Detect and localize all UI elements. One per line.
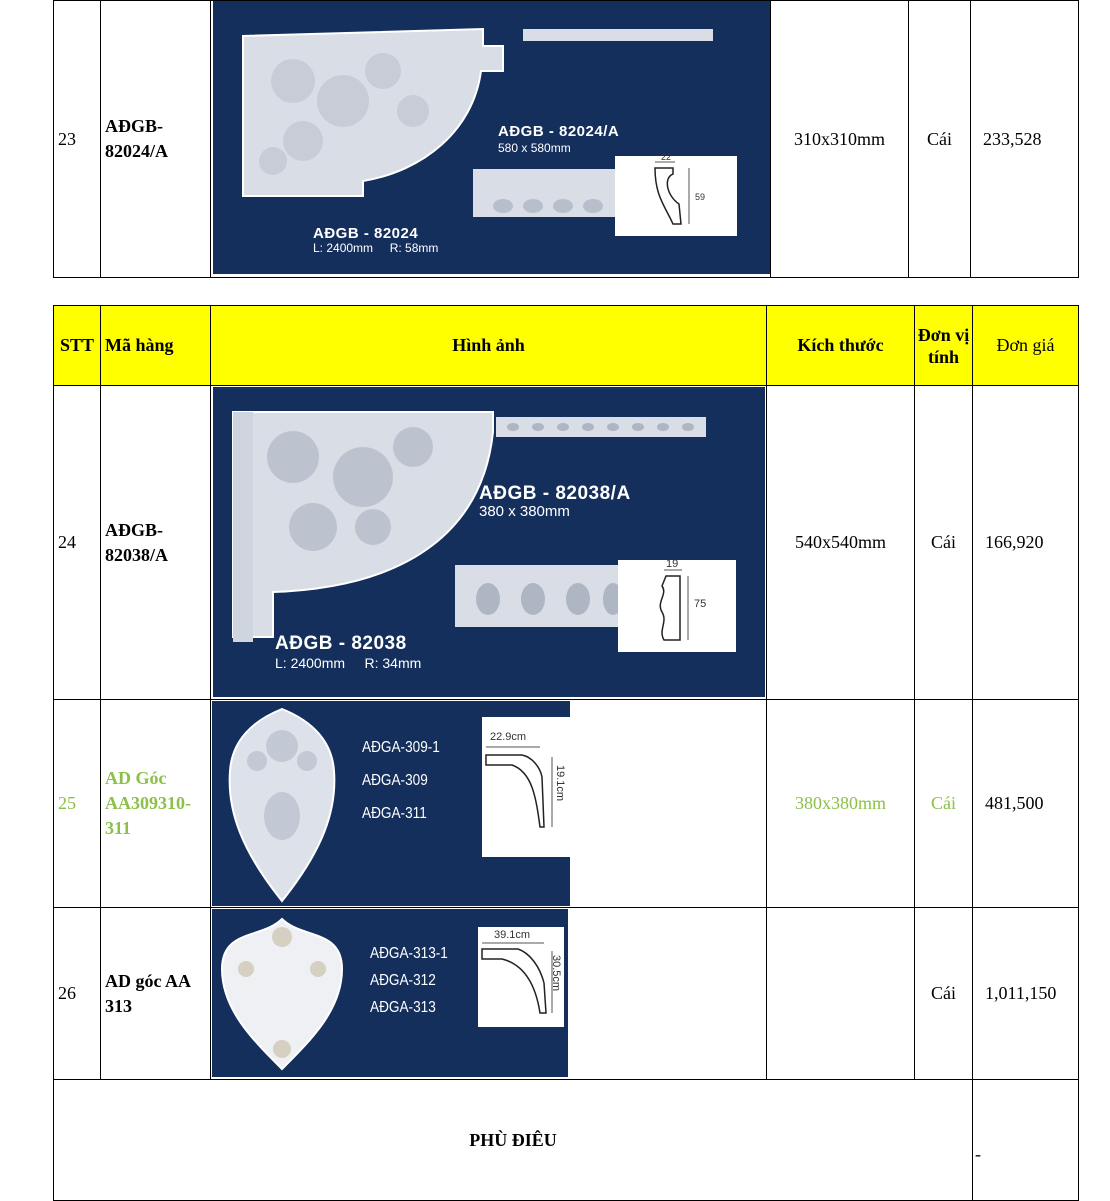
header-unit: Đơn vị tính	[915, 306, 973, 386]
product-code-1: AĐGA-309-1	[362, 739, 440, 756]
profile-height: 75	[694, 598, 707, 610]
table-row	[54, 1, 1079, 278]
product-label-a: AĐGB - 82038/A	[479, 483, 631, 504]
row-price: 481,500	[973, 700, 1079, 908]
table-row	[54, 386, 1079, 700]
product-dims-a: 580 x 580mm	[498, 141, 571, 155]
table-row	[54, 700, 1079, 908]
row-unit: Cái	[915, 908, 973, 1080]
row-size: 380x380mm	[767, 700, 915, 908]
row-unit: Cái	[909, 1, 971, 278]
product-image-cell	[211, 908, 767, 1080]
profile-width: 39.1cm	[494, 929, 531, 941]
profile-width: 22.9cm	[490, 731, 527, 743]
profile-shape-icon	[618, 560, 736, 652]
ornament-illustration	[212, 701, 352, 906]
profile-drawing	[615, 152, 737, 236]
row-size	[767, 908, 915, 1080]
product-label-a: AĐGB - 82024/A	[498, 123, 620, 140]
header-size: Kích thước	[767, 306, 915, 386]
product-code-3: AĐGA-313	[370, 999, 436, 1016]
section-dash: -	[973, 1080, 1079, 1201]
profile-drawing	[482, 717, 570, 857]
product-dims-a: 380 x 380mm	[479, 503, 570, 520]
product-label-b: AĐGB - 82038	[275, 633, 407, 654]
product-image-cell	[211, 1, 771, 278]
row-size: 310x310mm	[771, 1, 909, 278]
product-spec-b: L: 2400mm R: 34mm	[275, 655, 422, 671]
row-code: AD Góc AA309310-311	[101, 700, 211, 908]
product-code-1: AĐGA-313-1	[370, 945, 448, 962]
section-row	[54, 1080, 1079, 1201]
row-size: 540x540mm	[767, 386, 915, 700]
header-stt: STT	[54, 306, 101, 386]
profile-height: 19.1cm	[554, 765, 566, 802]
row-unit: Cái	[915, 700, 973, 908]
product-code-3: AĐGA-311	[362, 805, 427, 822]
profile-drawing	[618, 560, 736, 652]
row-stt: 25	[54, 700, 101, 908]
product-label-b: AĐGB - 82024	[313, 225, 419, 242]
row-stt: 23	[54, 1, 101, 278]
product-table-top	[53, 0, 1079, 278]
row-stt: 24	[54, 386, 101, 700]
row-code: AĐGB-82038/A	[101, 386, 211, 700]
product-code-2: AĐGA-312	[370, 972, 436, 989]
profile-drawing	[478, 927, 564, 1027]
product-image-cell	[211, 386, 767, 700]
row-stt: 26	[54, 908, 101, 1080]
ornament-illustration	[212, 909, 352, 1077]
profile-height: 30.5cm	[550, 955, 562, 992]
row-price: 166,920	[973, 386, 1079, 700]
product-table-main	[53, 305, 1079, 1201]
product-code-2: AĐGA-309	[362, 772, 428, 789]
row-code: AĐGB-82024/A	[101, 1, 211, 278]
header-code: Mã hàng	[101, 306, 211, 386]
table-header-row	[54, 306, 1079, 386]
table-row	[54, 908, 1079, 1080]
row-code: AD góc AA 313	[101, 908, 211, 1080]
section-title: PHÙ ĐIÊU	[54, 1080, 973, 1201]
product-image	[213, 1, 770, 274]
profile-width: 22	[661, 152, 672, 162]
header-price: Đơn giá	[973, 306, 1079, 386]
profile-width: 19	[666, 558, 679, 570]
product-image	[212, 909, 568, 1077]
profile-shape-icon	[615, 156, 737, 236]
product-image	[212, 701, 570, 906]
header-image: Hình ảnh	[211, 306, 767, 386]
product-image	[213, 387, 765, 697]
row-unit: Cái	[915, 386, 973, 700]
profile-height: 59	[695, 192, 706, 202]
row-price: 233,528	[971, 1, 1079, 278]
row-price: 1,011,150	[973, 908, 1079, 1080]
product-spec-b: L: 2400mm R: 58mm	[313, 241, 439, 255]
product-image-cell	[211, 700, 767, 908]
